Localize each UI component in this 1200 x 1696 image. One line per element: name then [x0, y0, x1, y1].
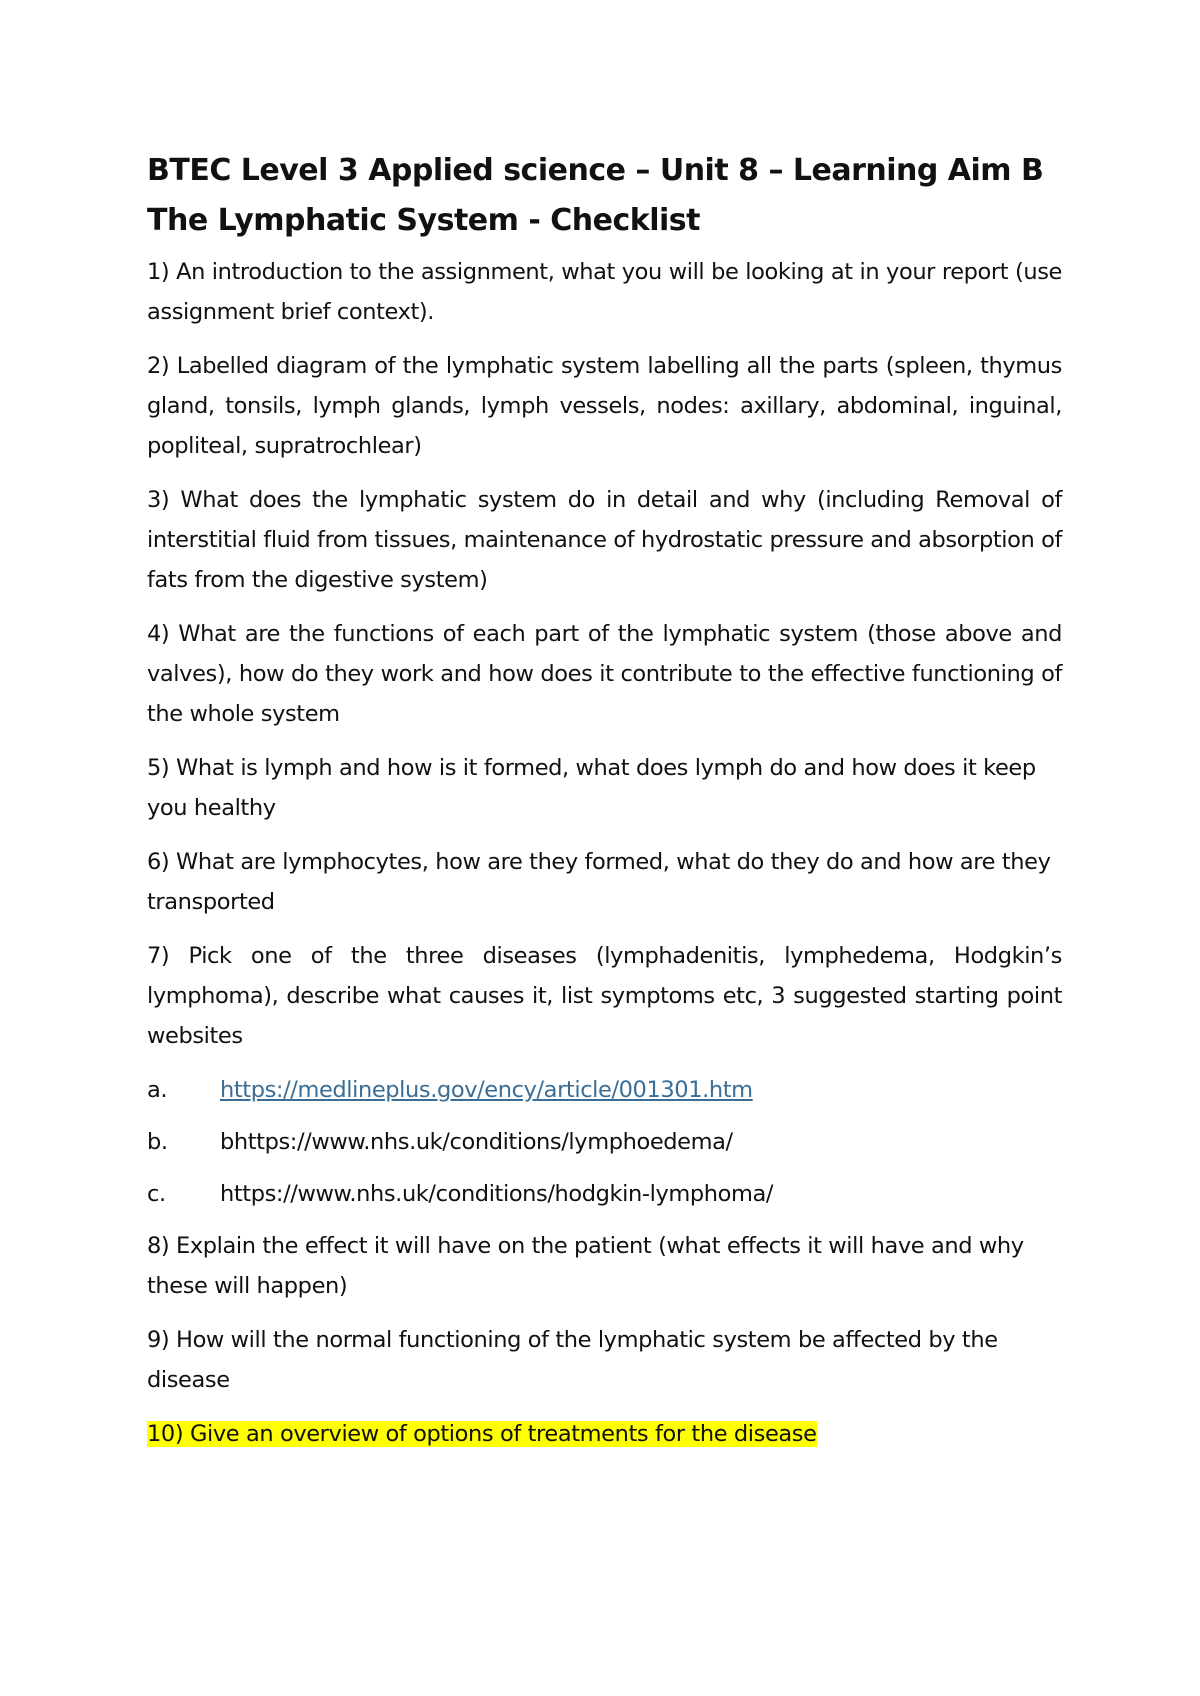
checklist-item-1: 1) An introduction to the assignment, what you will be looking at in your report (use assignment brief context). — [147, 259, 1062, 325]
website-letter-a: a. — [147, 1077, 168, 1103]
website-item-a — [147, 1070, 1062, 1110]
website-letter-c: c. — [147, 1181, 166, 1207]
document-page — [147, 146, 1062, 1468]
website-link-medlineplus[interactable]: https://medlineplus.gov/ency/article/001301.htm — [220, 1077, 753, 1103]
website-text-hodgkin: https://www.nhs.uk/conditions/hodgkin-lymphoma/ — [220, 1181, 774, 1207]
checklist-item-8: 8) Explain the effect it will have on the patient (what effects it will have and why these will happen) — [147, 1233, 1024, 1299]
checklist-item-3: 3) What does the lymphatic system do in detail and why (including Removal of interstitial fluid from tissues, maintenance of hydrostatic pressure and absorption of fats from the digestive system) — [147, 487, 1062, 593]
website-letter-b: b. — [147, 1129, 168, 1155]
checklist-item-5: 5) What is lymph and how is it formed, what does lymph do and how does it keep you healthy — [147, 755, 1036, 821]
website-item-c — [147, 1174, 1062, 1214]
highlighted-text: 10) Give an overview of options of treatments for the disease — [147, 1421, 817, 1447]
checklist-item-4: 4) What are the functions of each part of the lymphatic system (those above and valves), how do they work and how does it contribute to the effective functioning of the whole system — [147, 621, 1062, 727]
document-title — [147, 146, 1062, 246]
checklist-item-9: 9) How will the normal functioning of the lymphatic system be affected by the disease — [147, 1327, 998, 1393]
checklist-item-2: 2) Labelled diagram of the lymphatic system labelling all the parts (spleen, thymus gland, tonsils, lymph glands, lymph vessels, nodes: axillary, abdominal, inguinal, popliteal, supratrochlear) — [147, 353, 1062, 459]
website-text-lymphoedema: bhttps://www.nhs.uk/conditions/lymphoedema/ — [220, 1129, 733, 1155]
website-item-b — [147, 1122, 1062, 1162]
checklist-item-10 — [147, 1414, 1062, 1454]
title-line-1: BTEC Level 3 Applied science – Unit 8 – Learning Aim B — [147, 153, 1044, 188]
checklist-item-6: 6) What are lymphocytes, how are they formed, what do they do and how are they transported — [147, 849, 1051, 915]
title-line-2: The Lymphatic System - Checklist — [147, 203, 700, 238]
checklist-item-7: 7) Pick one of the three diseases (lymphadenitis, lymphedema, Hodgkin’s lymphoma), describe what causes it, list symptoms etc, 3 suggested starting point websites — [147, 943, 1062, 1049]
